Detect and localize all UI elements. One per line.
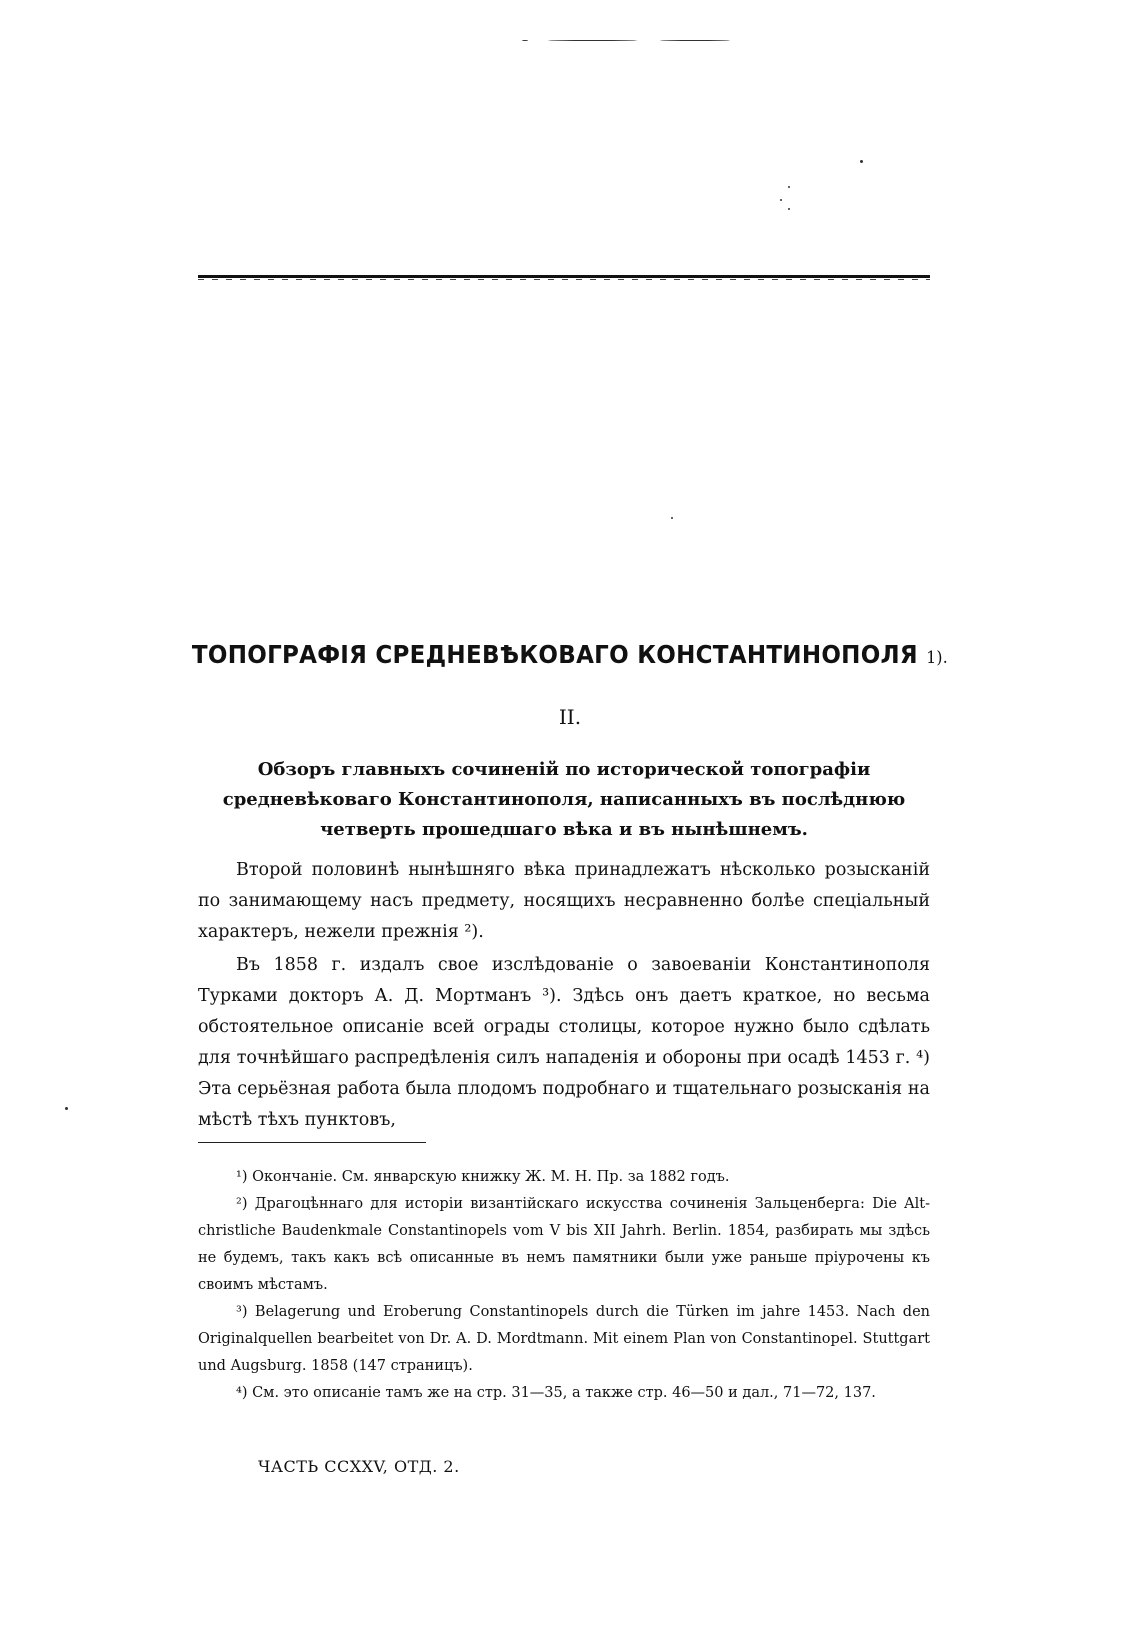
printer-signature: ЧАСТЬ CCXXV, ОТД. 2. (258, 1457, 460, 1476)
scan-speck (788, 208, 790, 210)
scan-speck (671, 517, 673, 519)
scan-speck (660, 40, 730, 41)
footnote-rule (198, 1142, 426, 1143)
paragraph: Второй половинѣ нынѣшняго вѣка принадлежатъ нѣсколько розысканій по занимающему насъ предмету, носящихъ несравненно болѣе спеціальный характеръ, нежели прежнія ²). (198, 860, 930, 942)
scan-speck (65, 1107, 68, 1110)
footnote: ¹) Окончаніе. См. январскую книжку Ж. М. Н. Пр. за 1882 годъ. (236, 1169, 730, 1185)
footnote: ³) Belagerung und Eroberung Constantinopels durch die Türken im jahre 1453. Nach den Originalquellen bearbeitet von Dr. A. D. Mordtmann. Mit einem Plan von Constantinopel. Stuttgart und Augsburg. 1858 (147 страницъ). (198, 1304, 930, 1374)
scan-speck (788, 186, 790, 188)
scan-speck (780, 199, 782, 201)
body-text (198, 855, 930, 1136)
title-text: ТОПОГРАФІЯ СРЕДНЕВѢКОВАГО КОНСТАНТИНОПОЛЯ (191, 640, 918, 669)
section-heading: Обзоръ главныхъ сочиненій по исторической топографіи средневѣковаго Константинополя, написанныхъ въ послѣднюю четверть прошедшаго вѣка и въ нынѣшнемъ. (222, 759, 906, 840)
header-rule (198, 275, 930, 278)
scan-speck (860, 160, 863, 163)
title-note: 1). (926, 648, 949, 668)
scan-speck (522, 40, 528, 41)
footnote: ⁴) См. это описаніе тамъ же на стр. 31—35, а также стр. 46—50 и дал., 71—72, 137. (236, 1385, 876, 1401)
page-title (46, 640, 1095, 669)
paragraph: Въ 1858 г. издалъ свое изслѣдованіе о завоеваніи Константинополя Турками докторъ А. Д. Мортманъ ³). Здѣсь онъ даетъ краткое, но весьма обстоятельное описаніе всей ограды столицы, которое нужно было сдѣлать для точнѣйшаго распредѣленія силъ нападенія и обороны при осадѣ 1453 г. ⁴) Эта серьёзная работа была плодомъ подробнаго и тщательнаго розысканія на мѣстѣ тѣхъ пунктовъ, (198, 955, 930, 1130)
footnotes (198, 1164, 930, 1407)
scan-speck (548, 40, 638, 41)
section-number: II. (558, 705, 582, 729)
footnote: ²) Драгоцѣннаго для исторіи византійскаго искусства сочиненія Зальценберга: Die Alt-christliche Baudenkmale Constantinopels vom V bis XII Jahrh. Berlin. 1854, разбирать мы здѣсь не будемъ, такъ какъ всѣ описанные въ немъ памятники были уже раньше пріурочены къ своимъ мѣстамъ. (198, 1196, 930, 1293)
